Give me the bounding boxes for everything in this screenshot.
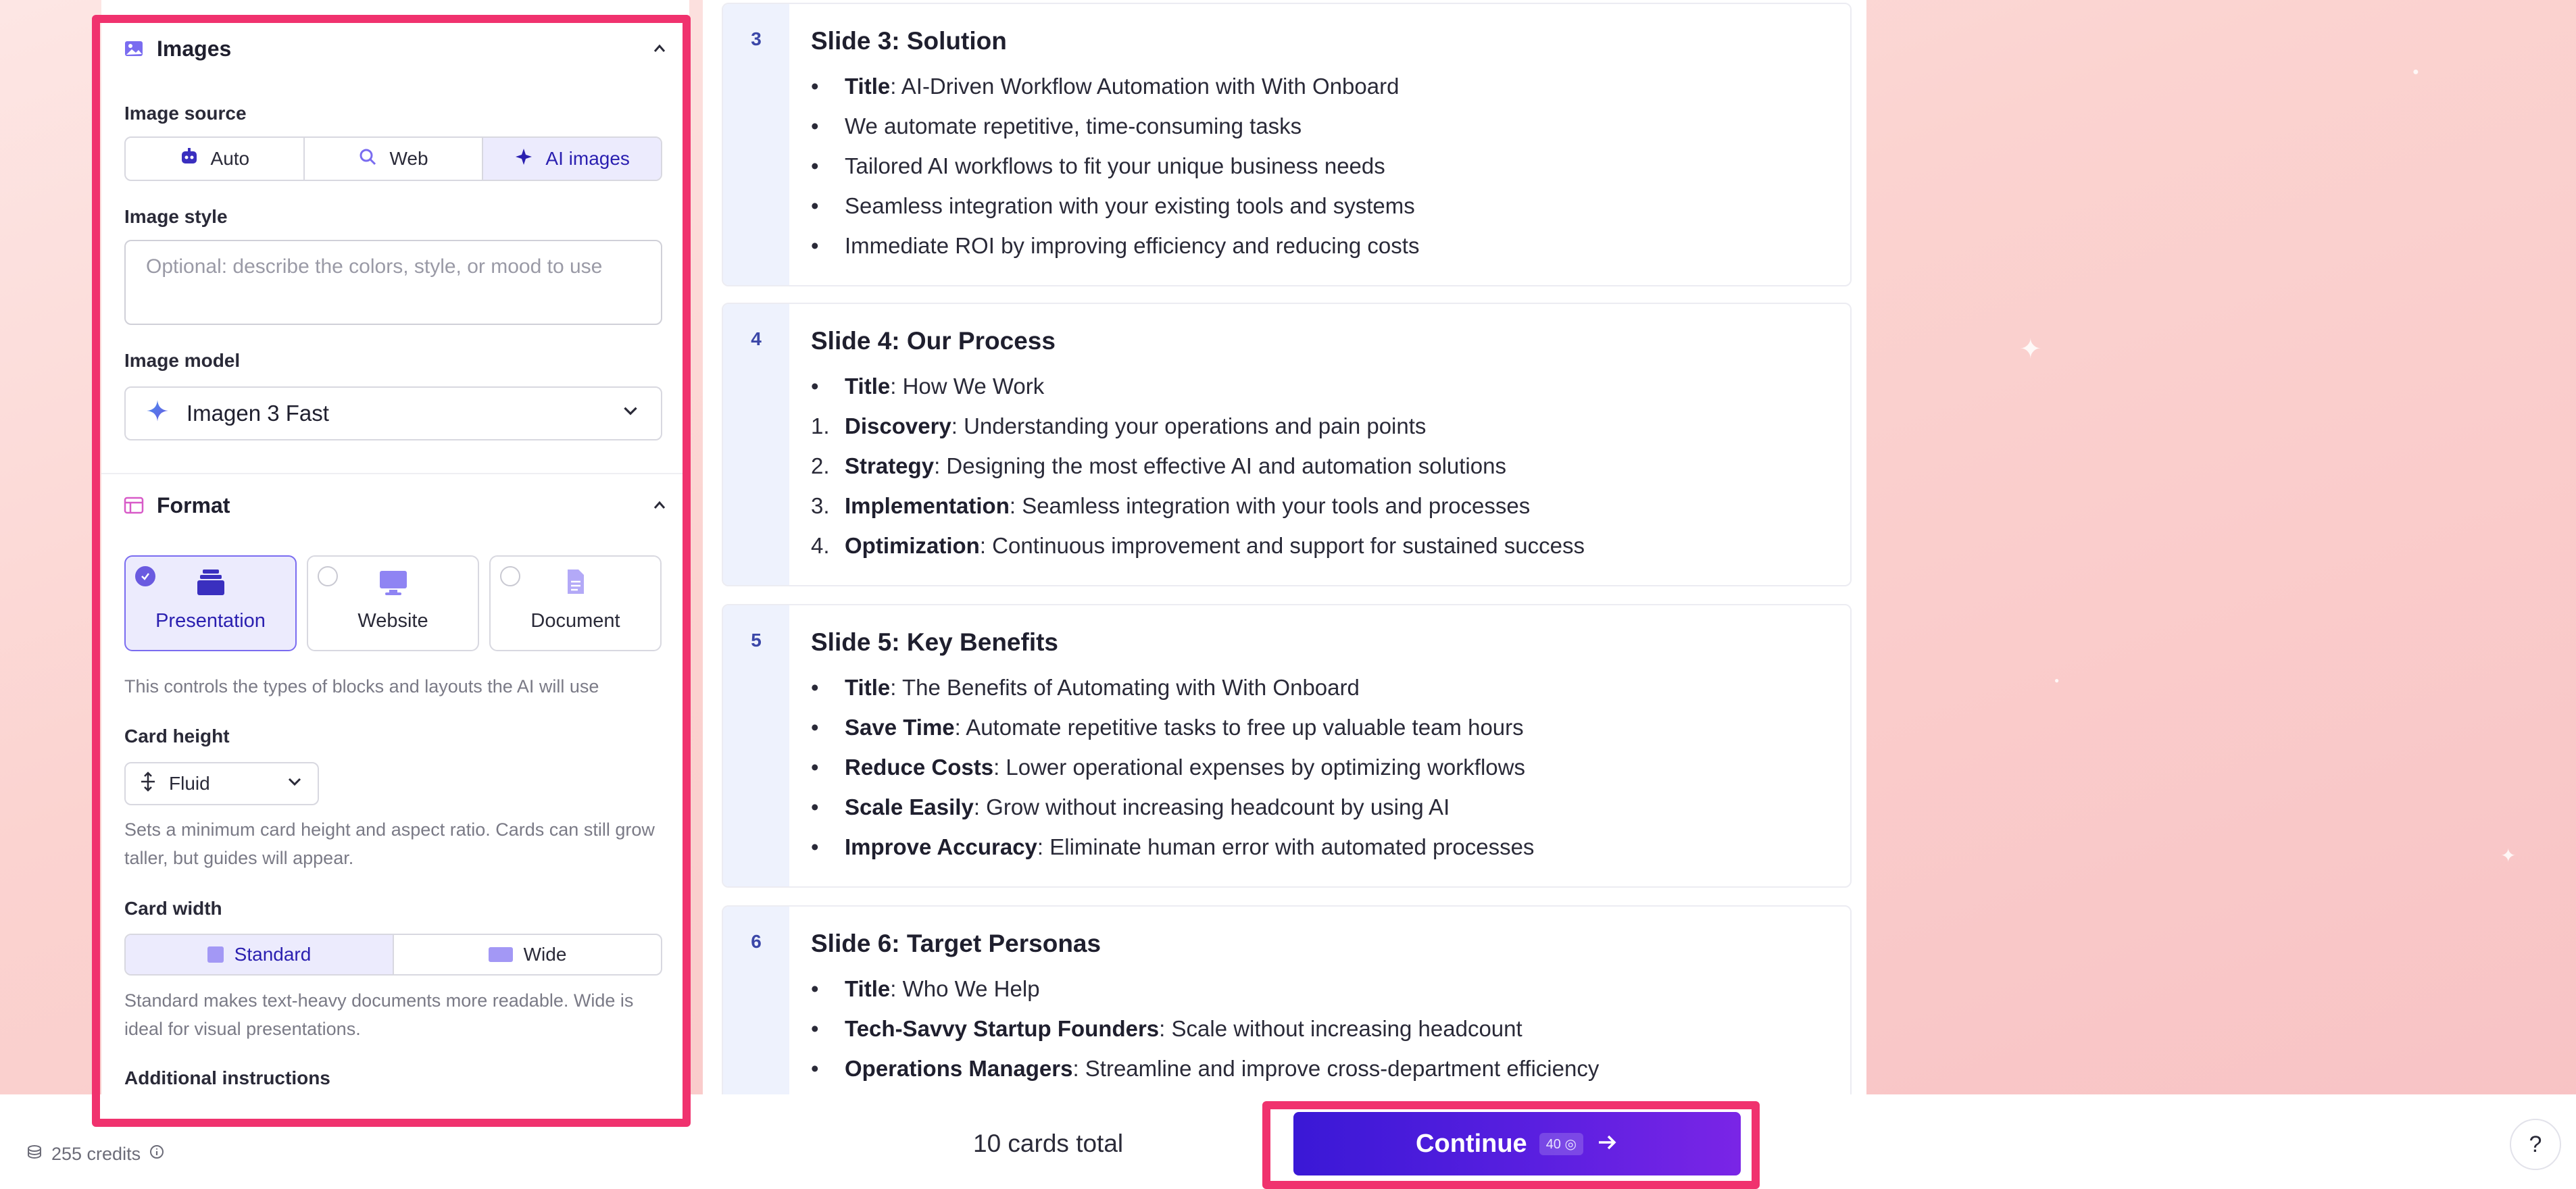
document-icon (561, 567, 591, 602)
sparkle-decoration: ✦ (2019, 334, 2042, 364)
card-width-standard-button[interactable] (126, 935, 394, 974)
search-icon (358, 147, 377, 171)
chevron-down-icon (285, 772, 304, 796)
image-model-select[interactable] (124, 386, 662, 440)
bullet-text: We automate repetitive, time-consuming tasks (845, 113, 1302, 138)
bullet-text: : Eliminate human error with automated processes (1037, 834, 1535, 859)
bullet-bold: Discovery (845, 413, 951, 438)
card-width-wide-label: Wide (523, 944, 567, 965)
bullet-bold: Implementation (845, 493, 1010, 518)
bullet-text: : How We Work (890, 374, 1045, 399)
slide-title[interactable]: Slide 5: Key Benefits (811, 628, 1059, 656)
source-ai-images-label: AI images (545, 148, 630, 169)
sparkle-decoration: ✦ (2500, 845, 2517, 866)
slide-number: 6 (723, 907, 789, 1094)
format-help-text: This controls the types of blocks and layouts the AI will use (124, 676, 599, 697)
images-section-title: Images (157, 36, 232, 61)
bullet-bold: Tech-Savvy Startup Founders (845, 1016, 1160, 1041)
continue-cost-badge (1539, 1133, 1583, 1155)
image-model-label: Image model (124, 350, 241, 371)
format-section-header[interactable] (122, 485, 669, 526)
bullet-text: : Grow without increasing headcount by using AI (973, 794, 1450, 819)
slide-bullet[interactable]: 2. Strategy: Designing the most effective AI and automation solutions (811, 453, 1506, 478)
slide-bullet[interactable]: • Title: How We Work (811, 374, 1045, 399)
bullet-text: : Automate repetitive tasks to free up valuable team hours (954, 715, 1524, 740)
slide-bullet[interactable]: 4. Optimization: Continuous improvement and support for sustained success (811, 533, 1585, 558)
card-width-help-text: Standard makes text-heavy documents more readable. Wide is ideal for visual presentations. (124, 990, 634, 1039)
slide-bullet[interactable]: • Tech-Savvy Startup Founders: Scale without increasing headcount (811, 1016, 1522, 1041)
presentation-icon (196, 567, 226, 602)
image-model-value: Imagen 3 Fast (187, 401, 329, 426)
continue-cost-value: 40 (1545, 1136, 1561, 1152)
slide-bullet[interactable]: • Immediate ROI by improving efficiency and reducing costs (811, 233, 1420, 258)
images-section-header[interactable] (122, 28, 669, 69)
slide-bullet[interactable]: • Reduce Costs: Lower operational expenses by optimizing workflows (811, 755, 1525, 780)
bullet-bold: Improve Accuracy (845, 834, 1037, 859)
bullet-text: : Lower operational expenses by optimizing workflows (993, 755, 1525, 780)
chevron-down-icon (620, 401, 641, 426)
bullet-text: : Continuous improvement and support for sustained success (979, 533, 1585, 558)
slide-bullet[interactable]: • Tailored AI workflows to fit your unique business needs (811, 153, 1385, 178)
card-width-selector (124, 934, 662, 976)
slide-number: 4 (723, 304, 789, 585)
slide-bullet[interactable]: 1. Discovery: Understanding your operations and pain points (811, 413, 1427, 438)
slide-number: 3 (723, 4, 789, 285)
bullet-text: : Seamless integration with your tools and processes (1009, 493, 1531, 518)
format-website-option[interactable] (307, 555, 479, 651)
square-icon (207, 946, 224, 963)
check-icon (135, 566, 155, 586)
layout-icon (122, 493, 146, 517)
bullet-text: : Understanding your operations and pain points (951, 413, 1427, 438)
bullet-text: : Scale without increasing headcount (1159, 1016, 1522, 1041)
bullet-text: : Streamline and improve cross-department efficiency (1072, 1056, 1600, 1081)
slide-bullet[interactable]: • Title: AI-Driven Workflow Automation with With Onboard (811, 74, 1400, 99)
robot-icon (180, 148, 199, 170)
bullet-bold: Reduce Costs (845, 755, 994, 780)
source-web-button[interactable] (305, 138, 484, 180)
slide-card[interactable] (722, 604, 1852, 888)
info-icon[interactable] (149, 1144, 165, 1165)
bullet-text: Immediate ROI by improving efficiency and reducing costs (845, 233, 1420, 258)
slide-bullet[interactable]: 3. Implementation: Seamless integration with your tools and processes (811, 493, 1531, 518)
card-width-standard-label: Standard (234, 944, 312, 965)
arrow-right-icon (1595, 1131, 1618, 1157)
bullet-text: : Who We Help (890, 976, 1040, 1001)
bullet-bold: Strategy (845, 453, 935, 478)
credits-text: 255 credits (51, 1144, 141, 1164)
image-source-selector (124, 136, 662, 181)
image-style-input[interactable]: Optional: describe the colors, style, or mood to use (124, 240, 662, 325)
format-document-label: Document (530, 610, 620, 632)
resize-vertical-icon (139, 771, 157, 796)
slide-number: 5 (723, 605, 789, 886)
additional-instructions-label: Additional instructions (124, 1067, 330, 1088)
slide-bullet[interactable]: • Save Time: Automate repetitive tasks to free up valuable team hours (811, 715, 1524, 740)
outline-list (703, 0, 1866, 1094)
slide-card[interactable] (722, 303, 1852, 586)
source-auto-label: Auto (210, 148, 250, 169)
image-style-label: Image style (124, 206, 228, 227)
card-width-label: Card width (124, 898, 222, 919)
bullet-bold: Title (845, 374, 891, 399)
settings-panel (101, 0, 689, 1094)
card-height-help-text: Sets a minimum card height and aspect ratio. Cards can still grow taller, but guides will appear. (124, 819, 655, 868)
image-icon (122, 36, 146, 61)
chevron-up-icon[interactable] (650, 39, 669, 58)
card-height-select[interactable] (124, 762, 319, 805)
continue-button[interactable] (1293, 1112, 1741, 1175)
bullet-bold: Optimization (845, 533, 980, 558)
bullet-bold: Title (845, 675, 891, 700)
sparkle-icon (514, 147, 533, 171)
coin-icon: ◎ (1564, 1136, 1577, 1152)
sparkle-icon (146, 399, 169, 428)
radio-icon (318, 566, 338, 586)
source-auto-button[interactable] (126, 138, 305, 180)
source-ai-images-button[interactable] (483, 138, 661, 180)
format-presentation-option[interactable] (124, 555, 297, 651)
wide-rectangle-icon (489, 947, 513, 962)
footer-bar (0, 1094, 2576, 1189)
card-width-wide-button[interactable] (394, 935, 661, 974)
bullet-text: Seamless integration with your existing tools and systems (845, 193, 1415, 218)
bullet-bold: Save Time (845, 715, 955, 740)
coins-icon (26, 1143, 43, 1165)
slide-title[interactable]: Slide 6: Target Personas (811, 930, 1101, 957)
format-section-title: Format (157, 492, 230, 517)
chevron-up-icon[interactable] (650, 496, 669, 515)
bullet-bold: Title (845, 74, 891, 99)
source-web-label: Web (389, 148, 428, 169)
slide-title[interactable]: Slide 4: Our Process (811, 327, 1056, 355)
card-height-label: Card height (124, 726, 230, 747)
continue-label: Continue (1416, 1129, 1527, 1158)
slide-bullet[interactable]: • Operations Managers: Streamline and improve cross-department efficiency (811, 1056, 1600, 1081)
slide-bullet[interactable]: • Scale Easily: Grow without increasing headcount by using AI (811, 794, 1450, 819)
bullet-text: : The Benefits of Automating with With Onboard (890, 675, 1360, 700)
bullet-text: : Designing the most effective AI and automation solutions (934, 453, 1506, 478)
slide-bullet[interactable]: • Title: Who We Help (811, 976, 1040, 1001)
format-document-option[interactable] (489, 555, 662, 651)
monitor-icon (378, 567, 408, 602)
bullet-bold: Operations Managers (845, 1056, 1073, 1081)
slide-card[interactable] (722, 3, 1852, 286)
image-source-label: Image source (124, 103, 247, 124)
credits-indicator[interactable] (26, 1143, 165, 1165)
bullet-bold: Title (845, 976, 891, 1001)
card-height-value: Fluid (169, 773, 210, 794)
slide-bullet[interactable]: • We automate repetitive, time-consuming tasks (811, 113, 1302, 138)
section-divider (101, 473, 689, 474)
bullet-text: : AI-Driven Workflow Automation with With Onboard (890, 74, 1400, 99)
bullet-bold: Scale Easily (845, 794, 974, 819)
format-presentation-label: Presentation (155, 610, 266, 632)
slide-bullet[interactable]: • Seamless integration with your existing tools and systems (811, 193, 1415, 218)
cards-total: 10 cards total (973, 1130, 1124, 1157)
slide-card[interactable] (722, 905, 1852, 1094)
sparkle-decoration: ● (2054, 676, 2060, 685)
radio-icon (500, 566, 520, 586)
slide-bullet[interactable]: • Improve Accuracy: Eliminate human error with automated processes (811, 834, 1535, 859)
slide-title[interactable]: Slide 3: Solution (811, 27, 1007, 55)
slide-bullet[interactable]: • Title: The Benefits of Automating with With Onboard (811, 675, 1360, 700)
sparkle-decoration: ● (2412, 66, 2419, 78)
help-button[interactable]: ? (2510, 1119, 2561, 1170)
format-website-label: Website (357, 610, 428, 632)
bullet-text: Tailored AI workflows to fit your unique business needs (845, 153, 1385, 178)
